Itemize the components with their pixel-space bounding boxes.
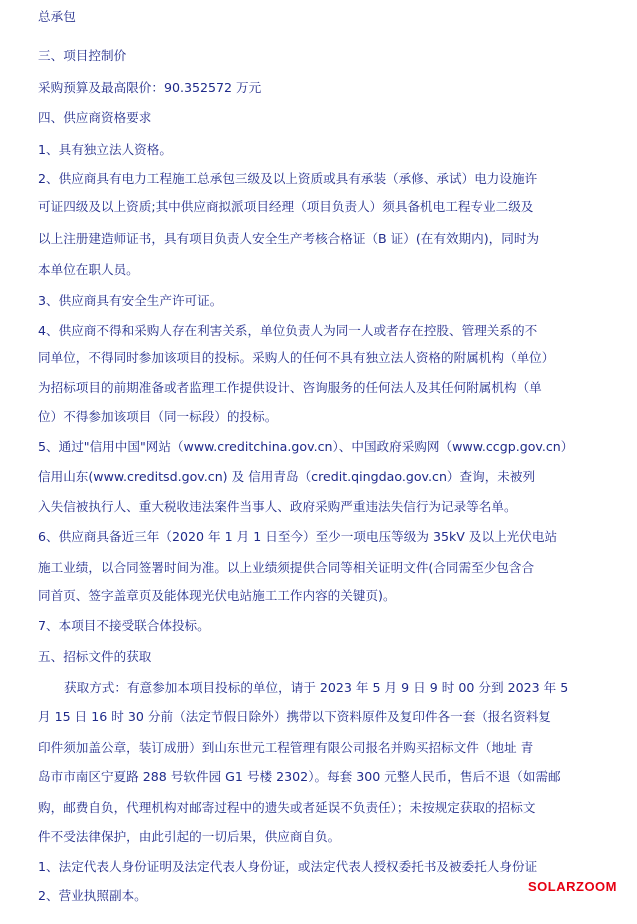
- text-line: 7、本项目不接受联合体投标。: [38, 618, 210, 633]
- text-line: 月 15 日 16 时 30 分前（法定节假日除外）携带以下资料原件及复印件各一套（报名资料复: [38, 709, 551, 724]
- text-line: 2、供应商具有电力工程施工总承包三级及以上资质或具有承装（承修、承试）电力设施许: [38, 171, 538, 186]
- text-line: 1、法定代表人身份证明及法定代表人身份证，或法定代表人授权委托书及被委托人身份证: [38, 859, 538, 874]
- section-heading: 三、项目控制价: [38, 48, 127, 63]
- text-line: 可证四级及以上资质;其中供应商拟派项目经理（项目负责人）须具备机电工程专业二级及: [38, 199, 534, 214]
- text-line: 以上注册建造师证书，具有项目负责人安全生产考核合格证（B 证）(在有效期内)，同时为: [38, 231, 540, 246]
- text-line: 4、供应商不得和采购人存在利害关系，单位负责人为同一人或者存在控股、管理关系的不: [38, 323, 538, 338]
- text-line: 岛市市南区宁夏路 288 号软件园 G1 号楼 2302）。每套 300 元整人民币，售后不退（如需邮: [38, 769, 561, 784]
- text-line: 本单位在职人员。: [38, 262, 139, 277]
- text-line: 为招标项目的前期准备或者监理工作提供设计、咨询服务的任何法人及其任何附属机构（单: [38, 380, 542, 395]
- text-line: 总承包: [38, 9, 76, 24]
- text-line: 3、供应商具有安全生产许可证。: [38, 293, 223, 308]
- text-line: 同单位，不得同时参加该项目的投标。采购人的任何不具有独立法人资格的附属机构（单位）: [38, 350, 555, 365]
- text-line: 入失信被执行人、重大税收违法案件当事人、政府采购严重违法失信行为记录等名单。: [38, 499, 517, 514]
- text-line: 购，邮费自负，代理机构对邮寄过程中的遗失或者延误不负责任）；未按规定获取的招标文: [38, 800, 536, 815]
- text-line: 1、具有独立法人资格。: [38, 142, 172, 157]
- text-line: 信用山东(www.creditsd.gov.cn) 及 信用青岛（credit.qingdao.gov.cn）查询，未被列: [38, 469, 536, 484]
- text-line: 获取方式：有意参加本项目投标的单位，请于 2023 年 5 月 9 日 9 时 00 分到 2023 年 5: [64, 680, 569, 695]
- text-line: 5、通过"信用中国"网站（www.creditchina.gov.cn）、中国政府采购网（www.ccgp.gov.cn）: [38, 439, 574, 454]
- text-line: 印件须加盖公章，装订成册）到山东世元工程管理有限公司报名并购买招标文件（地址 青: [38, 740, 534, 755]
- text-line: 2、营业执照副本。: [38, 888, 147, 903]
- section-heading: 五、招标文件的获取: [38, 649, 152, 664]
- text-line: 6、供应商具备近三年（2020 年 1 月 1 日至今）至少一项电压等级为 35kV 及以上光伏电站: [38, 529, 558, 544]
- section-heading: 四、供应商资格要求: [38, 110, 152, 125]
- watermark-logo: SOLARZOOM: [528, 879, 617, 894]
- text-line: 同首页、签字盖章页及能体现光伏电站施工工作内容的关键页)。: [38, 588, 396, 603]
- text-line: 件不受法律保护，由此引起的一切后果，供应商自负。: [38, 829, 341, 844]
- text-line: 位）不得参加该项目（同一标段）的投标。: [38, 409, 278, 424]
- text-line: 施工业绩，以合同签署时间为准。以上业绩须提供合同等相关证明文件(合同需至少包含合: [38, 560, 535, 575]
- text-line: 采购预算及最高限价：90.352572 万元: [38, 80, 262, 95]
